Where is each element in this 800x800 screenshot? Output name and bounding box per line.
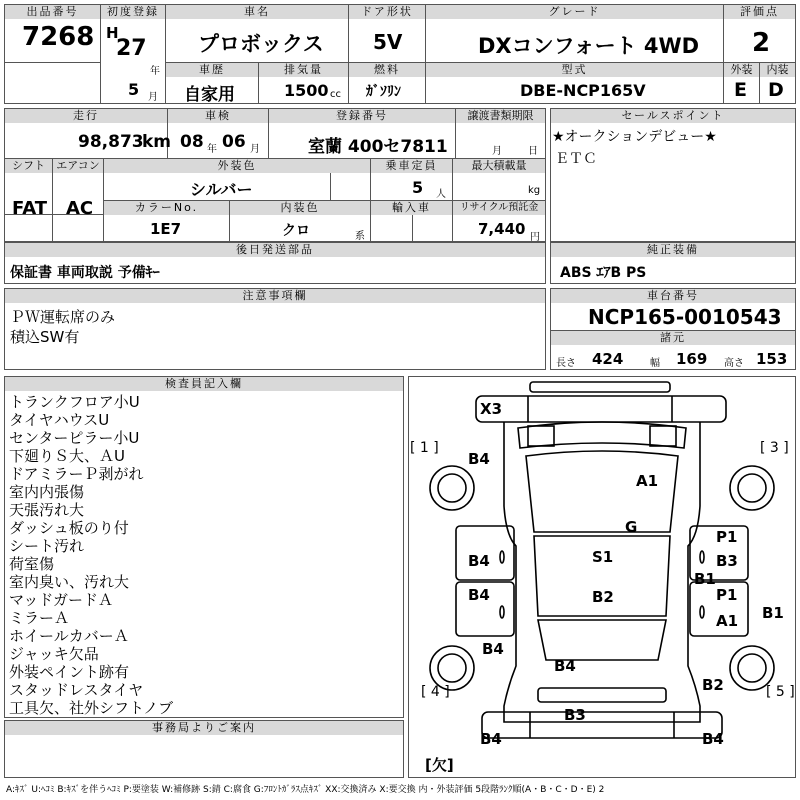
displacement-label: 排気量 (259, 63, 348, 77)
car-name-label: 車名 (166, 5, 348, 19)
diagram-corner: [ 1 ] (410, 440, 439, 456)
history: 自家用 (184, 85, 235, 105)
year-unit: 年 (150, 66, 160, 77)
shift-label: シフト (5, 159, 52, 173)
damage-mark: B4 (468, 552, 490, 570)
inspection-month: 06 (222, 132, 246, 152)
int-color-label: 内装色 (230, 201, 370, 215)
damage-mark: B3 (716, 552, 738, 570)
sales-point-2: ＥＴＣ (555, 151, 597, 167)
width: 169 (676, 350, 708, 368)
inspector-label: 検査員記入欄 (5, 377, 403, 391)
color-label: 外装色 (104, 159, 370, 173)
damage-mark: P1 (716, 586, 738, 604)
capacity-label: 乗車定員 (371, 159, 452, 173)
era: H (106, 24, 119, 42)
interior-grade: D (768, 79, 784, 101)
inspector-note: ミラーＡ (9, 609, 70, 627)
lot-label: 出品番号 (5, 5, 100, 19)
damage-mark: B3 (564, 706, 586, 724)
inspector-note: ダッシュ板のり付 (9, 519, 129, 537)
door-type: 5V (373, 30, 403, 54)
model: DBE-NCP165V (520, 81, 646, 100)
spec-label: 諸元 (551, 331, 795, 345)
first-reg-year: 27 (116, 36, 147, 61)
inspector-note: トランクフロア小U (9, 393, 140, 411)
reg-number: 室蘭 400セ7811 (308, 137, 448, 157)
length: 424 (592, 350, 624, 368)
inspector-note: 荷室傷 (9, 555, 55, 573)
damage-mark: P1 (716, 528, 738, 546)
damage-mark: B2 (702, 676, 724, 694)
displacement: 1500 (284, 81, 329, 100)
fuel: ｶﾞｿﾘﾝ (366, 84, 401, 100)
color-no-label: カラーNo. (104, 201, 229, 215)
inspector-note: スタッドレスタイヤ (9, 681, 144, 699)
recycle-unit: 円 (530, 232, 540, 243)
interior-color: クロ (282, 223, 310, 239)
lot-number: 7268 (22, 22, 95, 52)
sales-point-1: ★オークションデビュー★ (552, 129, 717, 145)
damage-mark: G (625, 518, 638, 536)
max-load-label: 最大積載量 (453, 159, 545, 173)
month-unit: 月 (148, 92, 158, 103)
width-label: 幅 (650, 358, 660, 369)
inspector-note: 工具欠、社外シフトノブ (9, 699, 174, 717)
insp-year-unit: 年 (207, 144, 217, 155)
inspector-note: 天張汚れ大 (9, 501, 85, 519)
ac: AC (66, 198, 94, 219)
length-label: 長さ (556, 358, 576, 369)
damage-mark: B4 (468, 586, 490, 604)
damage-mark: A1 (716, 612, 739, 630)
exterior-label: 外装 (724, 63, 759, 77)
notes-label: 注意事項欄 (5, 289, 545, 303)
exterior-grade: E (734, 79, 747, 101)
first-reg-month: 5 (128, 80, 140, 99)
inspection-label: 車検 (168, 109, 268, 123)
history-label: 車歴 (166, 63, 258, 77)
note-2: 積込SW有 (10, 328, 80, 346)
damage-mark: B4 (468, 450, 490, 468)
inspector-note: ジャッキ欠品 (9, 645, 99, 663)
damage-mark: B4 (482, 640, 504, 658)
score: 2 (752, 28, 771, 58)
transfer-day-unit: 日 (528, 146, 538, 157)
exterior-color: シルバー (190, 180, 253, 199)
sales-point-label: セールスポイント (551, 109, 795, 123)
chassis-number: NCP165-0010543 (588, 305, 782, 329)
transfer-label: 譲渡書類期限 (456, 109, 545, 123)
missing-mark: [欠] (425, 756, 454, 774)
capacity: 5 (412, 178, 424, 197)
interior-label: 内装 (760, 63, 795, 77)
legend: A:ｷｽﾞ U:ﾍｺﾐ B:ｷｽﾞを伴うﾍｺﾐ P:要塗装 W:補修跡 S:錆 C:腐食 G:ﾌﾛﾝﾄｶﾞﾗｽ点ｷｽﾞ XX:交換済み X:要交換 内・外装評価 5段階ﾗﾝｸ順(A・B・C・D・E) 2 (6, 785, 605, 795)
later-parts: 保証書 車両取説 予備ｷｰ (10, 265, 160, 281)
score-label: 評価点 (724, 5, 795, 19)
damage-mark: S1 (592, 548, 614, 566)
damage-mark: B4 (702, 730, 724, 748)
inspector-note: ドアミラーＰ剥がれ (9, 465, 144, 483)
vehicle-info-section (4, 108, 546, 242)
first-reg-label: 初度登録 (101, 5, 165, 19)
max-load-unit: kg (528, 185, 541, 196)
chassis-label: 車台番号 (551, 289, 795, 303)
damage-mark: B4 (554, 657, 576, 675)
office-label: 事務局よりご案内 (5, 721, 403, 735)
damage-mark: A1 (636, 472, 659, 490)
fuel-label: 燃料 (349, 63, 425, 77)
shift: FAT (12, 198, 48, 219)
color-number: 1E7 (150, 220, 182, 238)
genuine-equipment: ABS ｴｱB PS (560, 265, 647, 281)
reg-no-label: 登録番号 (269, 109, 455, 123)
car-damage-diagram (408, 376, 796, 778)
door-label: ドア形状 (349, 5, 425, 19)
damage-mark: X3 (480, 400, 503, 418)
note-1: ＰＷ運転席のみ (10, 308, 116, 326)
mileage-label: 走行 (5, 109, 167, 123)
transfer-month-unit: 月 (492, 146, 502, 157)
car-name: プロボックス (198, 32, 324, 56)
import-label: 輸入車 (371, 201, 452, 215)
inspector-note: センターピラー小U (9, 429, 140, 447)
inspector-note: 室内内張傷 (9, 483, 85, 501)
inspector-note: 下廻りＳ大、ＡU (9, 447, 125, 465)
int-color-unit: 系 (355, 231, 365, 242)
genuine-label: 純正装備 (551, 243, 795, 257)
recycle-fee: 7,440 (478, 220, 526, 238)
damage-mark: B2 (592, 588, 614, 606)
model-label: 型式 (426, 63, 723, 77)
damage-mark: B4 (480, 730, 502, 748)
inspector-note: 室内臭い、汚れ大 (9, 573, 130, 591)
mileage: 98,873 (78, 132, 144, 152)
diagram-corner: [ 3 ] (760, 440, 789, 456)
recycle-label: リサイクル預託金 (453, 201, 545, 215)
grade-label: グレード (426, 5, 723, 19)
inspection-year: 08 (180, 132, 204, 152)
diagram-corner: [ 4 ] (421, 684, 450, 700)
grade: DXコンフォート 4WD (478, 34, 700, 58)
inspector-note: マッドガードＡ (9, 591, 113, 609)
height: 153 (756, 350, 788, 368)
inspector-note: ホイールカバーＡ (9, 627, 129, 645)
damage-mark: B1 (694, 570, 716, 588)
displacement-unit: cc (330, 89, 341, 100)
inspector-note: タイヤハウスU (9, 411, 110, 429)
damage-mark: B1 (762, 604, 784, 622)
later-parts-label: 後日発送部品 (5, 243, 545, 257)
inspector-note: 外装ペイント跡有 (9, 663, 130, 681)
capacity-unit: 人 (436, 189, 446, 200)
mileage-unit: km (142, 132, 172, 152)
inspector-note: シート汚れ (9, 537, 85, 555)
height-label: 高さ (724, 358, 744, 369)
ac-label: エアコン (53, 159, 103, 173)
insp-month-unit: 月 (250, 144, 260, 155)
diagram-corner: [ 5 ] (766, 684, 795, 700)
